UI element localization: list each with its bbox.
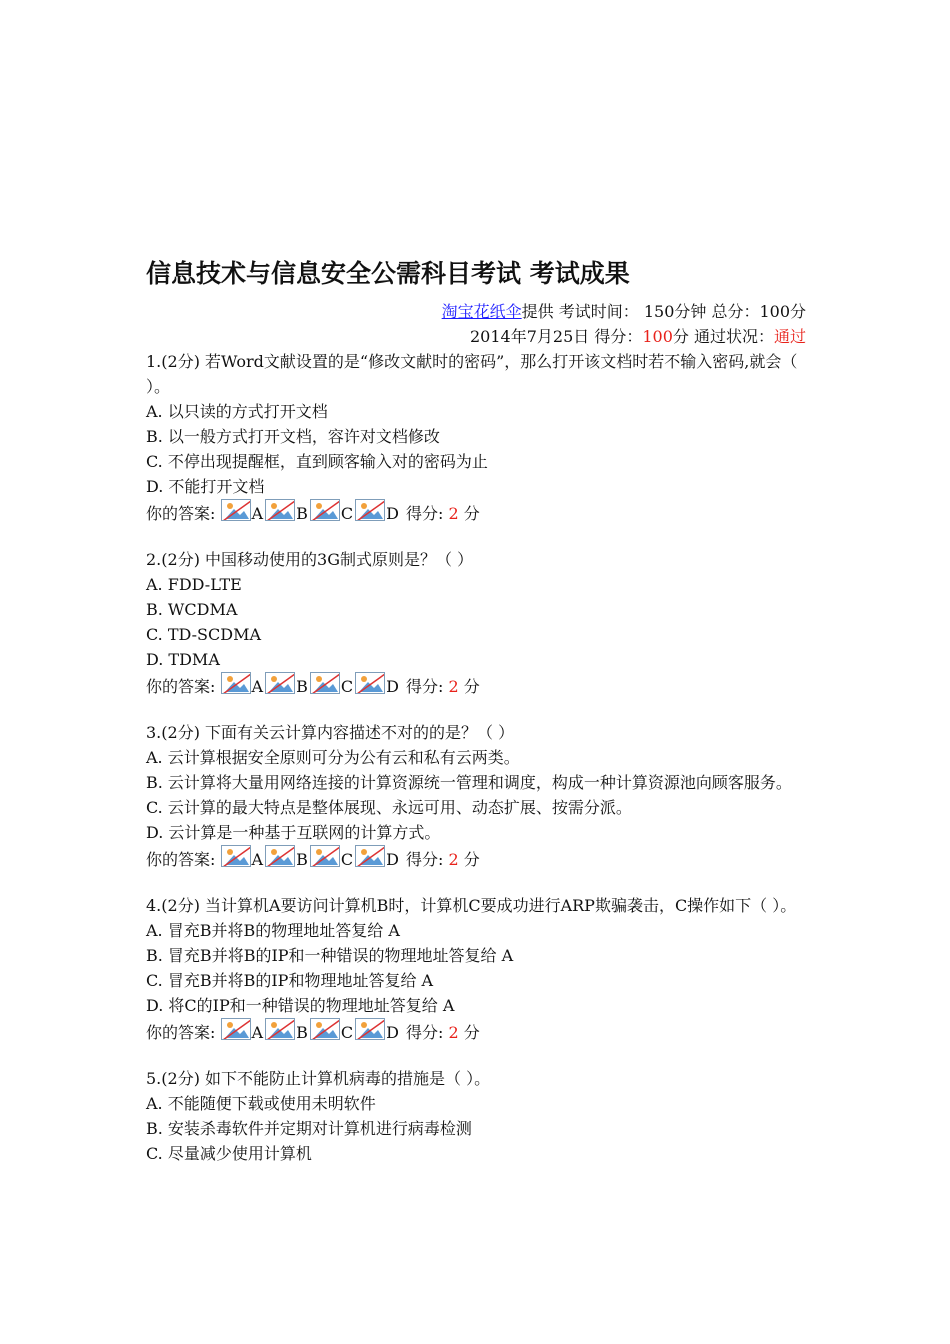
- answer-label: 你的答案:: [146, 850, 216, 869]
- question-option: D. 云计算是一种基于互联网的计算方式。: [146, 823, 441, 842]
- broken-image-icon: [265, 845, 295, 867]
- question-option: B. WCDMA: [146, 600, 238, 619]
- score-unit: 分: [463, 504, 480, 523]
- question-option: B. 云计算将大量用网络连接的计算资源统一管理和调度，构成一种计算资源池向顾客服务。: [146, 773, 792, 792]
- broken-image-icon: [355, 672, 385, 694]
- score-label: 得分:: [406, 850, 444, 869]
- question-score: 2: [448, 1023, 459, 1042]
- score-label: 得分:: [406, 677, 444, 696]
- broken-image-icon: [221, 1018, 251, 1040]
- question-option: B. 安装杀毒软件并定期对计算机进行病毒检测: [146, 1119, 472, 1138]
- question-option: B. 以一般方式打开文档，容许对文档修改: [146, 427, 440, 446]
- question-option: D. 不能打开文档: [146, 477, 265, 496]
- page-title: 信息技术与信息安全公需科目考试 考试成果: [146, 259, 630, 288]
- answer-choice-letter: C: [340, 850, 354, 869]
- broken-image-icon: [221, 672, 251, 694]
- broken-image-icon: [265, 1018, 295, 1040]
- answer-choice-letter: C: [340, 1023, 354, 1042]
- question-option: C. 不停出现提醒框，直到顾客输入对的密码为止: [146, 452, 488, 471]
- score-unit: 分: [463, 850, 480, 869]
- question-option: A. 冒充B并将B的物理地址答复给 A: [146, 921, 400, 940]
- answer-choice-letter: B: [296, 1023, 308, 1042]
- answer-row: [146, 499, 810, 529]
- question-stem: 2.(2分) 中国移动使用的3G制式原则是？（ ）: [146, 550, 474, 569]
- question-option: D. 将C的IP和一种错误的物理地址答复给 A: [146, 996, 455, 1015]
- answer-label: 你的答案:: [146, 677, 216, 696]
- question-option: C. 冒充B并将B的IP和物理地址答复给 A: [146, 971, 434, 990]
- question-option: C. 云计算的最大特点是整体展现、永远可用、动态扩展、按需分派。: [146, 798, 632, 817]
- question-score: 2: [448, 504, 459, 523]
- pass-status: 通过: [773, 327, 806, 346]
- answer-row: [146, 845, 810, 875]
- broken-image-icon: [310, 672, 340, 694]
- broken-image-icon: [265, 499, 295, 521]
- exam-date: 2014年7月25日 得分：: [469, 327, 643, 346]
- question-score: 2: [448, 677, 459, 696]
- answer-choice-letter: D: [386, 677, 399, 696]
- question-option: A. 以只读的方式打开文档: [146, 402, 328, 421]
- question-list: [146, 349, 810, 1184]
- score-label: 得分:: [406, 504, 444, 523]
- question-5: [146, 1066, 810, 1166]
- answer-choice-letter: D: [386, 1023, 399, 1042]
- score-unit: 分: [463, 1023, 480, 1042]
- provider-link[interactable]: 淘宝花纸伞: [441, 302, 522, 321]
- question-stem: 5.(2分) 如下不能防止计算机病毒的措施是（ ）。: [146, 1069, 491, 1088]
- answer-choice-letter: B: [296, 850, 308, 869]
- answer-choice-letter: B: [296, 504, 308, 523]
- answer-choice-letter: A: [251, 1023, 264, 1042]
- broken-image-icon: [221, 499, 251, 521]
- answer-row: [146, 1018, 810, 1048]
- score-unit: 分: [463, 677, 480, 696]
- question-3: [146, 720, 810, 875]
- question-option: D. TDMA: [146, 650, 220, 669]
- question-stem: 1.(2分) 若Word文献设置的是“修改文献时的密码”，那么打开该文档时若不输入密码,就会（ ）。: [146, 352, 798, 396]
- exam-meta-line-2: [470, 325, 806, 349]
- answer-choice-letter: D: [386, 504, 399, 523]
- broken-image-icon: [355, 845, 385, 867]
- question-option: B. 冒充B并将B的IP和一种错误的物理地址答复给 A: [146, 946, 514, 965]
- broken-image-icon: [355, 1018, 385, 1040]
- broken-image-icon: [310, 1018, 340, 1040]
- question-stem: 4.(2分) 当计算机A要访问计算机B时，计算机C要成功进行ARP欺骗袭击，C操作如下（ ）。: [146, 896, 797, 915]
- answer-choice-letter: C: [340, 504, 354, 523]
- question-option: C. TD-SCDMA: [146, 625, 262, 644]
- answer-choice-letter: A: [251, 677, 264, 696]
- broken-image-icon: [310, 499, 340, 521]
- question-1: [146, 349, 810, 529]
- answer-label: 你的答案:: [146, 1023, 216, 1042]
- question-stem: 3.(2分) 下面有关云计算内容描述不对的的是？（ ）: [146, 723, 515, 742]
- question-option: A. 不能随便下载或使用未明软件: [146, 1094, 376, 1113]
- total-score: 100: [642, 327, 673, 346]
- question-option: A. 云计算根据安全原则可分为公有云和私有云两类。: [146, 748, 520, 767]
- answer-choice-letter: A: [251, 850, 264, 869]
- question-2: [146, 547, 810, 702]
- question-score: 2: [448, 850, 459, 869]
- question-option: A. FDD-LTE: [146, 575, 242, 594]
- answer-choice-letter: C: [340, 677, 354, 696]
- question-option: C. 尽量减少使用计算机: [146, 1144, 312, 1163]
- broken-image-icon: [265, 672, 295, 694]
- answer-label: 你的答案:: [146, 504, 216, 523]
- answer-choice-letter: A: [251, 504, 264, 523]
- answer-row: [146, 672, 810, 702]
- broken-image-icon: [221, 845, 251, 867]
- answer-choice-letter: B: [296, 677, 308, 696]
- question-4: [146, 893, 810, 1048]
- pass-status-label: 分 通过状况：: [672, 327, 774, 346]
- exam-time-total: 提供 考试时间： 150分钟 总分：100分: [521, 302, 806, 321]
- answer-choice-letter: D: [386, 850, 399, 869]
- score-label: 得分:: [406, 1023, 444, 1042]
- exam-meta-line-1: [442, 300, 806, 324]
- broken-image-icon: [355, 499, 385, 521]
- broken-image-icon: [310, 845, 340, 867]
